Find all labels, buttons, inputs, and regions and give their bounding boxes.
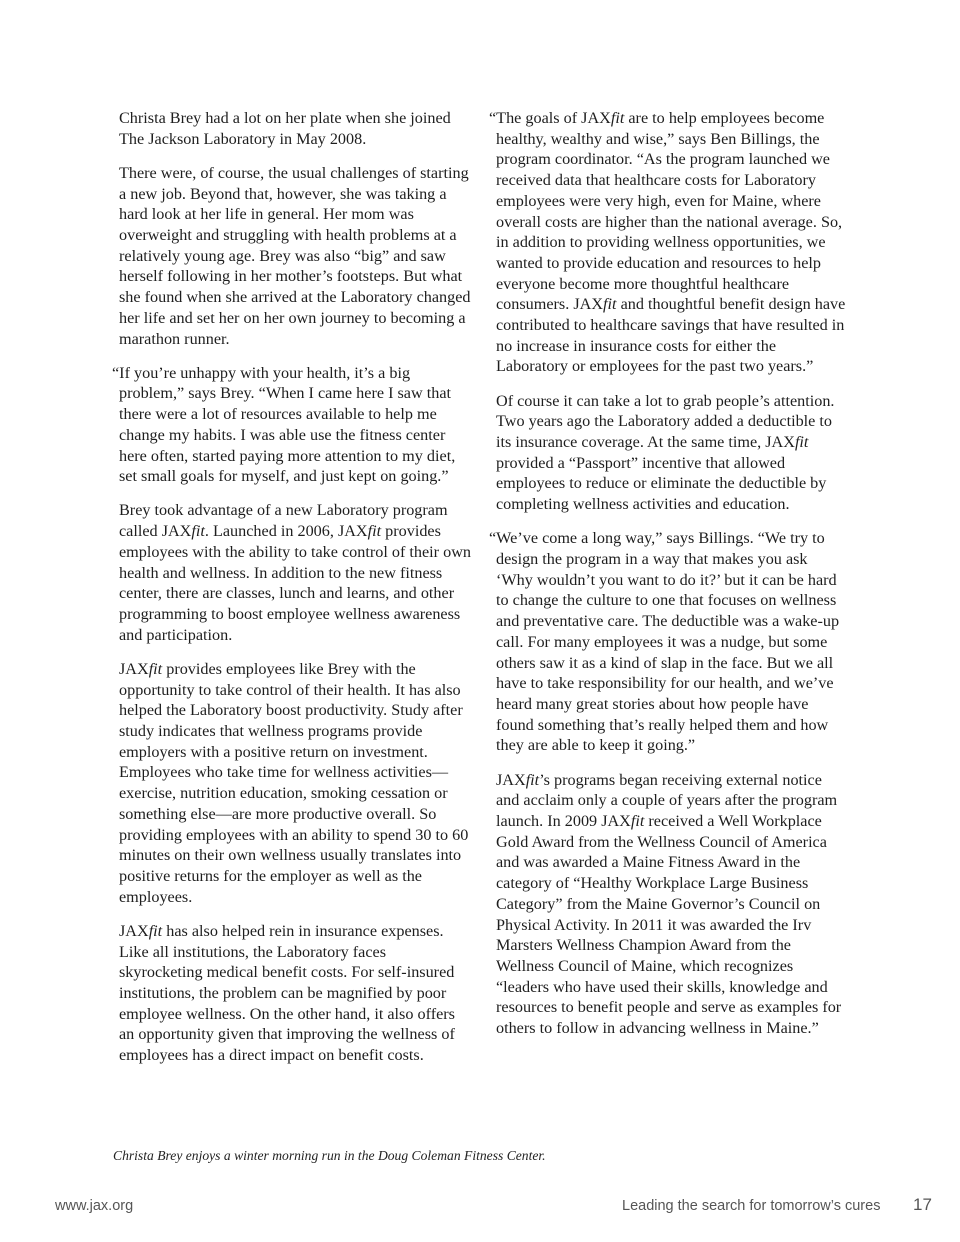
footer-tagline: Leading the search for tomorrow’s cures [622,1198,881,1214]
paragraph-text: . Launched in 2006, JAX [204,522,368,541]
paragraph-text: “We’ve come a long way,” says Billings. “We try to design the program in a way that makes you ask ‘Why wouldn’t you want to do it?’ but it can be hard to change the culture to one that focuses on wellness and preventative care. The deductible was a wake-up call. For many employees it was a nudge, but some others saw it as a kind of slap in the face. But we all have to take responsibility for our health, and we’ve heard many great stories about how people have found something that’s really helped them and how they are able to keep it going.” [489,529,840,755]
article-left-column [112,108,471,1079]
article-right-column [489,108,848,1052]
paragraph [119,921,471,1066]
paragraph [119,500,471,645]
italic-text: fit [610,109,625,127]
paragraph-text: received a Well Workplace Gold Award from the Wellness Council of America and was awarded a Maine Fitness Award in the category of “Healthy Workplace Large Business Category” from the Maine Governor’s Council on Physical Activity. In 2011 it was awarded the Irv Marsters Wellness Champion Award from the Wellness Council of Maine, which recognizes “leaders who have used their skills, knowledge and resources to benefit people and serve as examples for others to follow in advancing wellness in Maine.” [496,812,842,1038]
paragraph-text: provides employees with the ability to take control of their own health and wellness. In addition to the new fitness center, there are classes, lunch and learns, and other programming to boost employee wellness awareness and participation. [119,522,471,644]
paragraph [496,770,848,1039]
italic-text: fit [148,659,163,678]
paragraph-text: JAX [119,921,149,940]
paragraph [119,163,471,349]
italic-text: fit [148,921,163,940]
paragraph-text: “If you’re unhappy with your health, it’s a big problem,” says Brey. “When I came here I saw that there were a lot of resources available to help me change my habits. I was able use the fitness center here often, started paying more attention to my diet, set small goals for myself, and just kept on going.” [112,363,456,486]
paragraph-text: Brey took advantage of a new Laboratory program called JAX [119,501,448,541]
paragraph [489,108,848,377]
page-number: 17 [913,1195,932,1214]
paragraph-text: are to help employees become healthy, wealthy and wise,” says Ben Billings, the program coordinator. “As the program launched we received data that healthcare costs for Laboratory employees were very high, even for Maine, where overall costs are higher than the national average. So, in addition to providing wellness opportunities, we wanted to provide education and resources to help everyone become more thoughtful healthcare consumers. JAX [496,109,843,314]
paragraph-text: and thoughtful benefit design have contributed to healthcare savings that have resulted in no increase in insurance costs for either the Laboratory or employees for the past two years.” [496,295,846,376]
italic-text: fit [603,295,617,314]
italic-text: fit [794,433,809,452]
italic-text: fit [525,770,540,789]
paragraph-text: JAX [496,770,526,789]
paragraph-text: There were, of course, the usual challenges of starting a new job. Beyond that, however, she was taking a hard look at her life in general. Her mom was overweight and struggling with health problems at a relatively young age. Brey was also “big” and saw herself following in her mother’s footsteps. But what she found when she arrived at the Laboratory changed her life and set her on her own journey to becoming a marathon runner. [119,163,471,348]
paragraph-text: has also helped rein in insurance expenses. Like all institutions, the Laboratory faces skyrocketing medical benefit costs. For self-insured institutions, the problem can be magnified by poor employee wellness. On the other hand, it also offers an opportunity given that improving the wellness of employees has a direct impact on benefit costs. [119,921,455,1065]
paragraph-text: ’s programs began receiving external notice and acclaim only a couple of years after the program launch. In 2009 JAX [496,770,838,830]
paragraph [112,363,471,487]
paragraph-text: provides employees like Brey with the opportunity to take control of their health. It has also helped the Laboratory boost productivity. Study after study indicates that wellness programs provide employers with a positive return on investment. Employees who take time for wellness activities—exercise, nutrition education, smoking cessation or something else—are more productive overall. So providing employees with an ability to spend 30 to 60 minutes on their own wellness usually translates into positive returns for the employer as well as the employees. [119,659,469,906]
italic-text: fit [191,522,205,541]
paragraph-text: JAX [119,659,149,678]
paragraph [119,108,471,149]
paragraph [119,659,471,907]
paragraph-text: “The goals of JAX [489,109,611,127]
paragraph-text: provided a “Passport” incentive that allowed employees to reduce or eliminate the deductible by completing wellness activities and education. [496,453,827,514]
footer-url[interactable]: www.jax.org [55,1198,134,1214]
paragraph-text: Christa Brey had a lot on her plate when she joined The Jackson Laboratory in May 2008. [119,109,451,148]
italic-text: fit [630,812,645,830]
photo-caption: Christa Brey enjoys a winter morning run in the Doug Coleman Fitness Center. [113,1148,546,1163]
paragraph [496,391,848,515]
paragraph [489,528,848,756]
paragraph-text: Of course it can take a lot to grab people’s attention. Two years ago the Laboratory added a deductible to its insurance coverage. At the same time, JAX [496,391,835,452]
italic-text: fit [367,522,382,541]
